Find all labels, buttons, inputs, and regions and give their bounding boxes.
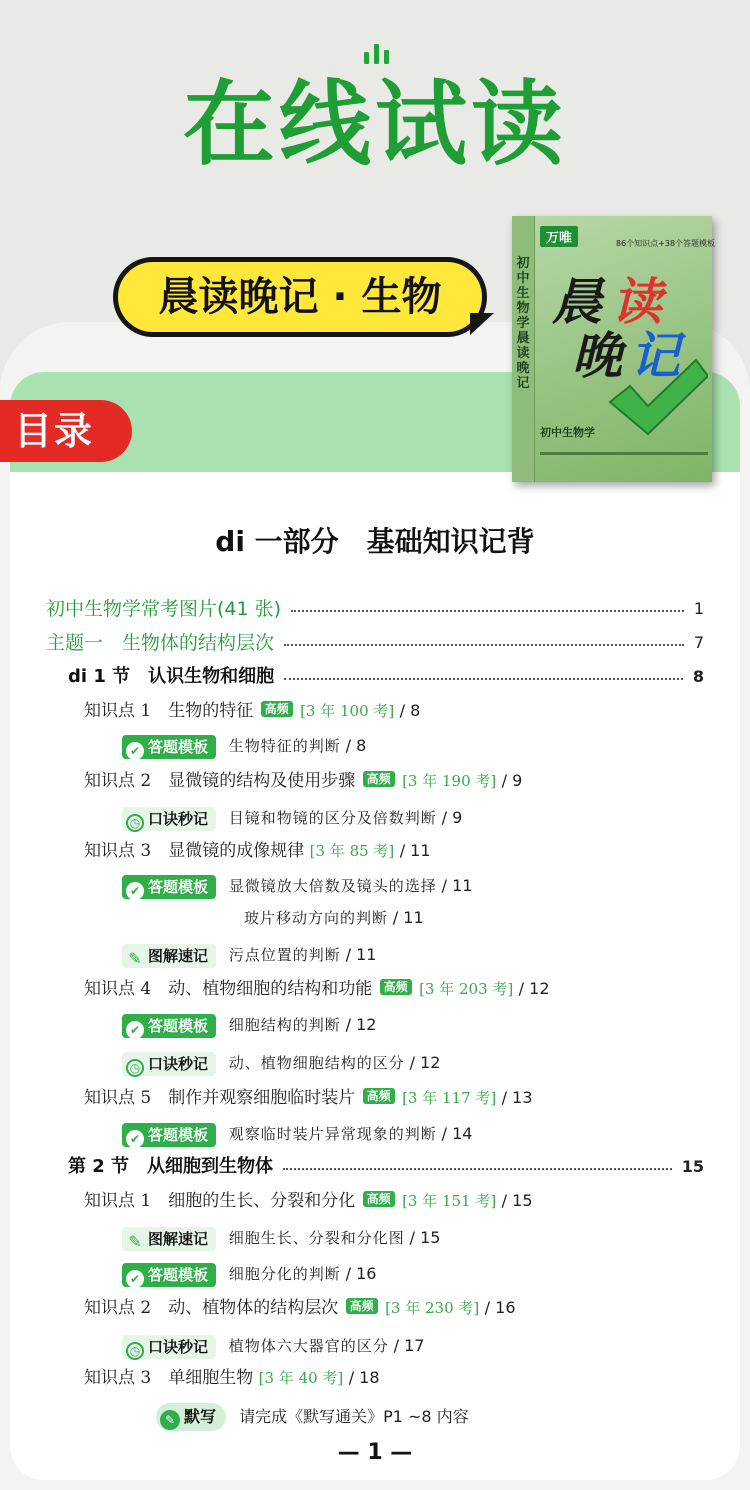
exam-frequency: [3 年 100 考] [300, 702, 395, 720]
exam-frequency: [3 年 117 考] [402, 1089, 497, 1107]
sub-item-label: 目镜和物镜的区分及倍数判断 [228, 809, 437, 827]
page-title: 在线试读 [182, 71, 567, 178]
badge-label: 口诀秒记 [148, 1337, 209, 1356]
answer-template-badge [122, 1263, 216, 1287]
toc-knowledge-point[interactable] [84, 1293, 516, 1323]
toc-knowledge-point[interactable] [84, 1186, 533, 1216]
toc-label: 目录 [0, 400, 132, 462]
book-title-char: 晚 [572, 327, 622, 385]
badge-label: 答题模板 [148, 737, 209, 756]
badge-label: 默写 [184, 1407, 217, 1426]
toc-page: / 16 [484, 1298, 516, 1317]
exam-frequency: [3 年 40 考] [258, 1369, 344, 1387]
badge-label: 答题模板 [148, 877, 209, 896]
toc-item-label: 知识点 3 显微镜的成像规律 [84, 841, 305, 861]
toc-page: / 16 [345, 1264, 377, 1283]
sub-item-label: 细胞生长、分裂和分化图 [228, 1229, 405, 1247]
answer-template-badge [122, 875, 216, 899]
check-icon: ✔ [126, 742, 144, 760]
sub-item-label: 玻片移动方向的判断 [244, 909, 389, 927]
sub-item-label: 植物体六大器官的区分 [228, 1337, 389, 1355]
badge-label: 答题模板 [148, 1125, 209, 1144]
check-icon: ✔ [126, 1130, 144, 1148]
dictation-note[interactable] [156, 1403, 469, 1431]
diagram-memo-badge [122, 1227, 216, 1251]
page-number: — 1 — [337, 1440, 413, 1465]
stopwatch-icon: ◷ [126, 1059, 144, 1077]
toc-page: / 9 [441, 808, 463, 827]
stopwatch-icon: ◷ [126, 814, 144, 832]
stopwatch-icon: ◷ [126, 1342, 144, 1360]
toc-knowledge-point[interactable] [84, 766, 522, 796]
toc-page: / 11 [345, 945, 377, 964]
toc-knowledge-point[interactable] [84, 696, 420, 726]
toc-page: / 15 [409, 1228, 441, 1247]
book-title-char: 晨 [552, 273, 602, 331]
sub-item-label: 细胞分化的判断 [228, 1265, 341, 1283]
toc-page: / 11 [441, 876, 473, 895]
book-spine-text: 初中生物学晨读晚记 [516, 256, 530, 391]
pen-icon: ✎ [160, 1410, 180, 1430]
mnemonic-badge [122, 1052, 216, 1076]
exam-frequency: [3 年 85 考] [309, 842, 395, 860]
toc-sub-item[interactable] [122, 1224, 440, 1252]
toc-item-label: 知识点 2 显微镜的结构及使用步骤 [84, 771, 356, 791]
toc-knowledge-point[interactable] [84, 836, 431, 866]
leader-dots [291, 594, 684, 612]
mnemonic-badge [122, 1335, 216, 1359]
toc-sub-item[interactable] [122, 1011, 376, 1039]
leader-dots [283, 1152, 672, 1170]
toc-sub-item[interactable] [122, 1260, 376, 1288]
toc-page: 8 [692, 667, 704, 686]
toc-page: / 9 [501, 771, 523, 790]
answer-template-badge [122, 1014, 216, 1038]
book-divider [540, 452, 708, 455]
toc-item-label: 知识点 1 生物的特征 [84, 701, 254, 721]
checkmark-icon [608, 356, 708, 436]
badge-label: 图解速记 [148, 1229, 209, 1248]
book-spine [512, 216, 535, 482]
badge-label: 图解速记 [148, 946, 209, 965]
check-icon: ✔ [126, 1270, 144, 1288]
exam-frequency: [3 年 151 考] [402, 1192, 497, 1210]
high-frequency-badge: 高频 [363, 1088, 395, 1104]
toc-page: 7 [693, 633, 704, 652]
toc-page: / 8 [345, 736, 367, 755]
dictation-badge [156, 1403, 226, 1431]
high-frequency-badge: 高频 [346, 1298, 378, 1314]
toc-sub-item[interactable] [122, 872, 472, 900]
high-frequency-badge: 高频 [363, 771, 395, 787]
sub-item-label: 生物特征的判断 [228, 737, 341, 755]
toc-item-label: 主题一 生物体的结构层次 [46, 632, 275, 654]
toc-page: / 12 [345, 1015, 377, 1034]
toc-sub-item[interactable] [122, 1120, 472, 1148]
toc-sub-item[interactable] [122, 941, 376, 969]
toc-page: / 8 [399, 701, 421, 720]
sub-item-label: 污点位置的判断 [228, 946, 341, 964]
toc-item[interactable] [46, 594, 704, 624]
exam-frequency: [3 年 203 考] [419, 980, 514, 998]
toc-page: / 11 [399, 841, 431, 860]
badge-label: 答题模板 [148, 1016, 209, 1035]
toc-sub-item[interactable] [122, 1332, 424, 1360]
section-title: di 一部分 基础知识记背 [215, 525, 535, 558]
check-icon: ✔ [126, 882, 144, 900]
toc-item[interactable] [46, 628, 704, 658]
toc-item-label: 知识点 5 制作并观察细胞临时装片 [84, 1088, 356, 1108]
book-subtitle: 初中生物学 [540, 426, 595, 439]
header-deco-icon [364, 44, 390, 64]
toc-page: / 11 [392, 908, 424, 927]
toc-item-label: 第 2 节 从细胞到生物体 [68, 1156, 274, 1177]
toc-page: / 12 [518, 979, 550, 998]
pencil-icon: ✎ [128, 1231, 142, 1251]
badge-label: 答题模板 [148, 1265, 209, 1284]
bubble-tail [470, 313, 494, 335]
toc-item-label: 初中生物学常考图片(41 张) [46, 598, 282, 620]
pencil-icon: ✎ [128, 948, 142, 968]
toc-page: / 14 [441, 1124, 473, 1143]
toc-item-label: 知识点 1 细胞的生长、分裂和分化 [84, 1191, 356, 1211]
mnemonic-badge [122, 807, 216, 831]
high-frequency-badge: 高频 [363, 1191, 395, 1207]
answer-template-badge [122, 1123, 216, 1147]
high-frequency-badge: 高频 [380, 979, 412, 995]
sub-item-label: 细胞结构的判断 [228, 1016, 341, 1034]
toc-item-label: di 1 节 认识生物和细胞 [68, 666, 275, 687]
toc-sub-item[interactable] [122, 1049, 440, 1077]
book-brand-logo: 万唯 [540, 226, 578, 247]
exam-frequency: [3 年 230 考] [385, 1299, 480, 1317]
badge-label: 口诀秒记 [148, 809, 209, 828]
toc-item[interactable] [68, 662, 704, 692]
toc-sub-item[interactable] [244, 904, 424, 932]
dictation-text: 请完成《默写通关》P1 ~8 内容 [239, 1407, 469, 1426]
sub-item-label: 动、植物细胞结构的区分 [228, 1054, 405, 1072]
toc-knowledge-point[interactable] [84, 974, 550, 1004]
toc-page: / 15 [501, 1191, 533, 1210]
toc-sub-item[interactable] [122, 804, 462, 832]
book-name-bubble: 晨读晚记 · 生物 [113, 257, 487, 337]
toc-item-label: 知识点 2 动、植物体的结构层次 [84, 1298, 339, 1318]
toc-item[interactable] [68, 1152, 704, 1182]
leader-dots [284, 628, 684, 646]
badge-label: 口诀秒记 [148, 1054, 209, 1073]
leader-dots [284, 662, 683, 680]
toc-page: 1 [693, 599, 704, 618]
toc-page: 15 [681, 1157, 704, 1176]
toc-item-label: 知识点 3 单细胞生物 [84, 1368, 254, 1388]
book-cover [512, 216, 716, 482]
toc-page: / 12 [409, 1053, 441, 1072]
toc-sub-item[interactable] [122, 732, 366, 760]
toc-knowledge-point[interactable] [84, 1083, 533, 1113]
sub-item-label: 观察临时装片异常现象的判断 [228, 1125, 437, 1143]
book-title-char: 记 [630, 327, 680, 385]
toc-page: / 13 [501, 1088, 533, 1107]
exam-frequency: [3 年 190 考] [402, 772, 497, 790]
sub-item-label: 显微镜放大倍数及镜头的选择 [228, 877, 437, 895]
book-tagline: 86个知识点+38个答题模板 [616, 239, 716, 248]
check-icon: ✔ [126, 1021, 144, 1039]
high-frequency-badge: 高频 [261, 701, 293, 717]
toc-page: / 17 [393, 1336, 425, 1355]
toc-item-label: 知识点 4 动、植物细胞的结构和功能 [84, 979, 373, 999]
answer-template-badge [122, 735, 216, 759]
book-title-char: 读 [612, 273, 662, 331]
toc-page: / 18 [348, 1368, 380, 1387]
diagram-memo-badge [122, 944, 216, 968]
toc-knowledge-point[interactable] [84, 1363, 380, 1393]
